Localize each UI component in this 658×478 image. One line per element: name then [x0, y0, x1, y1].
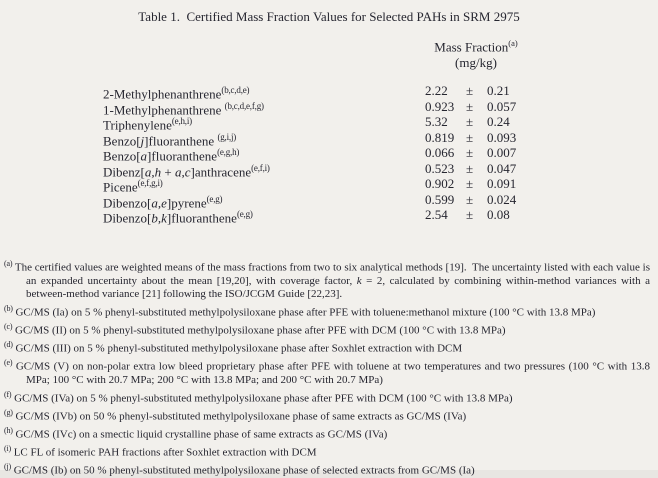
footnotes-block — [4, 257, 653, 478]
mass-fraction-value: 2.54 — [425, 207, 448, 222]
italic-text-segment: a,c — [174, 163, 191, 179]
plus-minus-symbol: ± — [466, 191, 474, 207]
mass-fraction-value: 0.902 — [425, 176, 455, 191]
italic-text-segment: j — [140, 132, 145, 148]
mass-fraction-value: 0.066 — [425, 145, 455, 160]
mass-fraction-value: 0.599 — [425, 191, 455, 207]
text-segment: ]pyrene — [166, 194, 207, 210]
text-segment: ]fluoranthene — [166, 210, 237, 226]
text-segment: Picene — [103, 179, 138, 195]
footnote — [4, 338, 650, 356]
text-segment: GC/MS (IVc) on a smectic liquid crystalline phase of same extracts as GC/MS (IVa) — [15, 428, 388, 441]
text-segment: Dibenzo[ — [103, 194, 152, 210]
method-superscript: (b,c,d,e) — [221, 85, 250, 95]
footnote-marker: (b) — [4, 303, 13, 313]
method-superscript: (e,g,h) — [217, 147, 240, 157]
footnote-marker: (i) — [4, 443, 11, 453]
footnote — [4, 460, 650, 478]
method-superscript: (e,f,i) — [251, 162, 270, 173]
italic-text-segment: a — [140, 148, 148, 164]
plus-minus-symbol: ± — [466, 176, 474, 191]
plus-minus-symbol: ± — [466, 160, 474, 176]
text-segment: Benzo[ — [103, 132, 141, 148]
mass-fraction-value: 5.32 — [425, 114, 448, 129]
text-segment: Dibenzo[ — [103, 210, 152, 226]
uncertainty-value: 0.047 — [487, 160, 517, 176]
table-row — [0, 176, 658, 195]
compound-name — [0, 207, 425, 226]
uncertainty-value: 0.21 — [487, 83, 510, 98]
plus-minus-symbol: ± — [466, 207, 474, 222]
plus-minus-symbol: ± — [466, 129, 474, 145]
footnote-marker: (j) — [4, 461, 11, 471]
text-segment: Dibenz[ — [103, 163, 145, 179]
text-segment: GC/MS (IVb) on 50 % phenyl-substituted methylpolysiloxane phase of same extracts as GC/MS (IVa) — [15, 410, 467, 423]
uncertainty-value: 0.007 — [487, 145, 517, 160]
plus-minus-symbol: ± — [466, 145, 474, 160]
text-segment: GC/MS (IVa) on 5 % phenyl-substituted methylpolysiloxane phase after PFE with DCM (100 °C with 13.8 MPa) — [14, 392, 513, 405]
text-segment: GC/MS (Ib) on 50 % phenyl-substituted methylpolysiloxane phase of selected extracts from GC/MS (Ia) — [13, 464, 475, 477]
table-row — [0, 114, 658, 133]
uncertainty-value: 0.24 — [487, 114, 510, 129]
uncertainty-value: 0.08 — [487, 207, 510, 222]
footnote — [4, 356, 653, 387]
method-superscript: (e,h,i) — [171, 116, 192, 126]
column-header-superscript: (a) — [508, 38, 518, 48]
mass-fraction-value: 0.923 — [425, 98, 455, 114]
method-superscript: (e,g) — [236, 209, 253, 219]
certified-values-table — [0, 83, 658, 226]
text-segment: ]fluoranthene — [144, 132, 218, 148]
column-header-unit: (mg/kg) — [455, 55, 497, 71]
plus-minus-symbol: ± — [466, 98, 474, 114]
mass-fraction-value: 0.819 — [425, 129, 455, 145]
footnote-marker: (a) — [4, 259, 13, 268]
text-segment: The certified values are weighted means of the mass fractions from two to six analytical methods [19]. The uncertainty listed with each value is an expanded uncertainty about the mean [19,20], with coverage factor, — [14, 261, 653, 288]
mass-fraction-value: 0.523 — [425, 160, 455, 176]
method-superscript: (g,i,j) — [217, 131, 237, 142]
footnote-marker: (f) — [4, 389, 12, 399]
plus-minus-symbol: ± — [466, 83, 474, 98]
text-segment: GC/MS (II) on 5 % phenyl-substituted methylpolysiloxane phase after PFE with DCM (100 °C with 13.8 MPa) — [15, 324, 506, 337]
table-row — [0, 83, 658, 102]
mass-fraction-value: 2.22 — [425, 83, 448, 98]
italic-text-segment: k — [356, 275, 362, 288]
table-row — [0, 207, 658, 226]
text-segment: Benzo[ — [103, 148, 141, 164]
footnote — [4, 388, 650, 406]
text-segment: GC/MS (V) on non-polar extra low bleed proprietary phase after PFE with toluene at two temperatures and two pressures (100 °C with 13.8 MPa; 100 °C with 20.7 MPa; 200 °C with 13.8 MPa; and 200 °C with 20.7 MPa) — [15, 360, 653, 387]
column-header-label — [424, 35, 528, 55]
method-superscript: (e,f,g,i) — [137, 178, 163, 188]
italic-text-segment: b,k — [151, 210, 167, 226]
footnote — [4, 442, 650, 460]
uncertainty-value: 0.057 — [487, 98, 517, 114]
text-segment: = 2, calculated by combining within-method variances with a between-method variance [21] following the ISO/JCGM Guide [22,23]. — [26, 275, 653, 301]
text-segment: ]fluoranthene — [147, 148, 218, 164]
method-superscript: (b,c,d,e,f,g) — [224, 100, 264, 111]
column-header — [424, 35, 528, 71]
text-segment: 2-Methylphenanthrene — [103, 86, 222, 102]
table-title: Table 1. Certified Mass Fraction Values for Selected PAHs in SRM 2975 — [138, 9, 520, 24]
table-row — [0, 145, 658, 164]
footnote-marker: (d) — [4, 340, 13, 349]
footnote-marker: (h) — [4, 425, 13, 435]
footnote — [4, 257, 653, 302]
text-segment: ]anthracene — [190, 163, 252, 179]
footnote-marker: (c) — [4, 321, 13, 331]
table-row — [0, 99, 658, 115]
text-segment: LC FL of isomeric PAH fractions after Soxhlet extraction with DCM — [13, 446, 317, 459]
plus-minus-symbol: ± — [466, 114, 474, 129]
uncertainty-value: 0.093 — [487, 129, 517, 145]
footnote — [4, 302, 650, 320]
table-row — [0, 161, 658, 177]
text-segment: GC/MS (III) on 5 % phenyl-substituted methylpolysiloxane phase after Soxhlet extraction with DCM — [15, 342, 463, 355]
uncertainty-value: 0.091 — [487, 176, 517, 191]
footnote — [4, 320, 650, 338]
text-segment: + — [161, 163, 175, 179]
uncertainty-value: 0.024 — [487, 191, 517, 207]
text-segment: GC/MS (Ia) on 5 % phenyl-substituted methylpolysiloxane phase after PFE with toluene:methanol mixture (100 °C with 13.8 MPa) — [15, 306, 596, 319]
text-segment: Triphenylene — [103, 117, 172, 133]
footnote-marker: (g) — [4, 407, 13, 417]
footnote-marker: (e) — [4, 358, 13, 368]
footnote — [4, 424, 650, 442]
mass-fraction-label: Mass Fraction — [434, 39, 509, 55]
table-row — [0, 192, 658, 208]
method-superscript: (e,g) — [206, 193, 223, 204]
italic-text-segment: a,h — [144, 163, 162, 179]
footnote — [4, 406, 650, 424]
italic-text-segment: a,e — [151, 194, 167, 210]
table-row — [0, 130, 658, 146]
text-segment: 1-Methylphenanthrene — [103, 101, 225, 117]
